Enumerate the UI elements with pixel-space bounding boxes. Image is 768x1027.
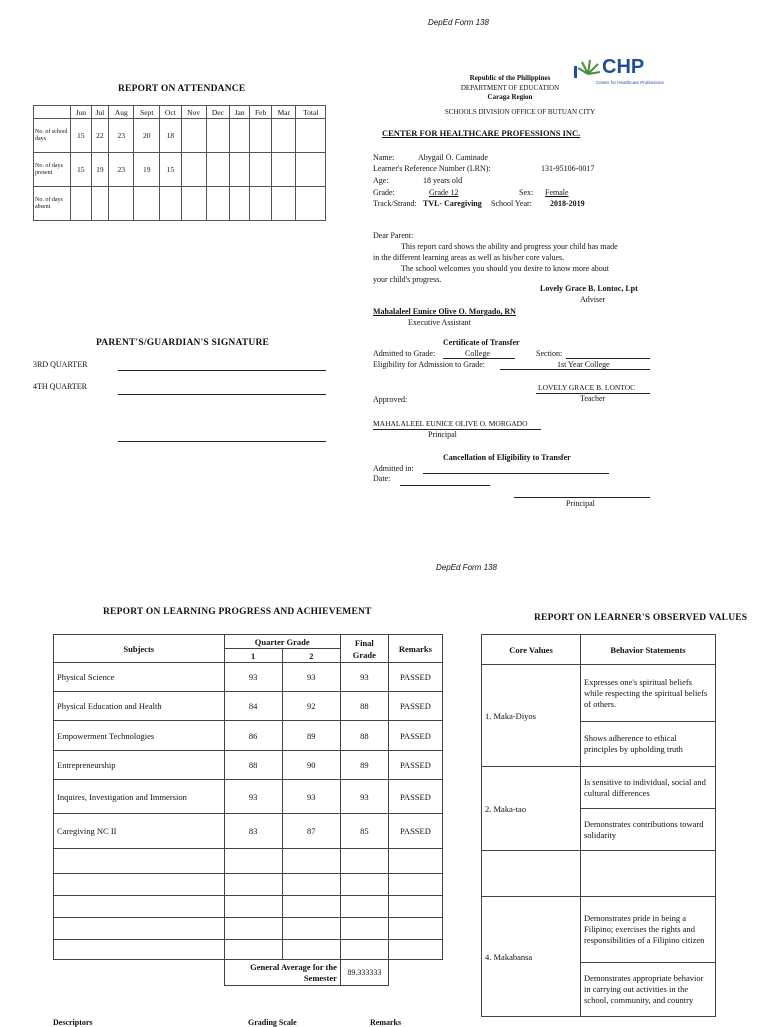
q2-grade: 93 bbox=[282, 780, 340, 814]
cell bbox=[230, 119, 250, 153]
signature-title: PARENT'S/GUARDIAN'S SIGNATURE bbox=[96, 338, 270, 348]
month-header: Mar bbox=[272, 106, 296, 119]
table-row bbox=[482, 767, 716, 809]
subject: Inquires, Investigation and Immersion bbox=[54, 780, 225, 814]
month-header: Total bbox=[296, 106, 326, 119]
q1-grade: 86 bbox=[224, 721, 282, 751]
cell bbox=[181, 119, 206, 153]
q1-grade: 93 bbox=[224, 780, 282, 814]
q2-grade: 89 bbox=[282, 721, 340, 751]
footer-remarks: Remarks bbox=[370, 1018, 402, 1027]
cell bbox=[296, 119, 326, 153]
cell bbox=[296, 187, 326, 221]
cell: 15 bbox=[71, 153, 92, 187]
sy-label: School Year: bbox=[491, 199, 532, 208]
core-value bbox=[482, 851, 581, 897]
date-label: Date: bbox=[373, 474, 391, 483]
footer-descriptors: Descriptors bbox=[53, 1018, 93, 1027]
adviser-name: Lovely Grace B. Lontoc, Lpt bbox=[540, 284, 638, 293]
track-value: TVL- Caregiving bbox=[423, 199, 482, 208]
month-header: Jun bbox=[71, 106, 92, 119]
behavior-header: Behavior Statements bbox=[581, 635, 716, 665]
exec-name: Mahalaleel Eunice Olive O. Morgado, RN bbox=[373, 307, 516, 316]
admitted-in-line bbox=[423, 473, 609, 474]
attendance-title: REPORT ON ATTENDANCE bbox=[118, 84, 246, 94]
grade-value: Grade 12 bbox=[429, 188, 459, 197]
core-value: 1. Maka-Diyos bbox=[482, 665, 581, 767]
division: SCHOOLS DIVISION OFFICE OF BUTUAN CITY bbox=[444, 108, 596, 116]
admitted-value: College bbox=[465, 349, 490, 358]
cell: 19 bbox=[134, 153, 160, 187]
average-label: General Average for the Semester bbox=[224, 960, 340, 986]
q2-header: 2 bbox=[282, 649, 340, 663]
cell: 20 bbox=[134, 119, 160, 153]
cell: 23 bbox=[109, 153, 134, 187]
subjects-header: Subjects bbox=[54, 635, 225, 663]
final-grade: 93 bbox=[340, 663, 388, 692]
cell bbox=[181, 153, 206, 187]
subject: Entrepreneurship bbox=[54, 751, 225, 780]
final-grade: 85 bbox=[340, 814, 388, 849]
cell: 23 bbox=[109, 119, 134, 153]
sex-value: Female bbox=[545, 188, 569, 197]
cancel-principal-line bbox=[514, 497, 650, 498]
name-label: Name: bbox=[373, 153, 395, 162]
q3-signature-line bbox=[118, 370, 326, 371]
adviser-title: Adviser bbox=[580, 295, 606, 304]
row-label: No. of days absent bbox=[34, 187, 71, 221]
cell: 22 bbox=[91, 119, 109, 153]
core-value: 4. Makabansa bbox=[482, 897, 581, 1017]
cell bbox=[206, 153, 230, 187]
final-header: Final Grade bbox=[340, 635, 388, 663]
cell bbox=[206, 187, 230, 221]
cell bbox=[230, 153, 250, 187]
table-row bbox=[54, 692, 443, 721]
remarks: PASSED bbox=[388, 663, 442, 692]
attendance-table bbox=[33, 105, 326, 221]
table-row bbox=[54, 896, 443, 918]
cell bbox=[250, 119, 272, 153]
subject: Physical Education and Health bbox=[54, 692, 225, 721]
final-grade: 88 bbox=[340, 721, 388, 751]
cell bbox=[272, 119, 296, 153]
q3-label: 3RD QUARTER bbox=[33, 360, 88, 369]
table-row bbox=[54, 874, 443, 896]
section-label: Section: bbox=[536, 349, 563, 358]
observed-title: REPORT ON LEARNER'S OBSERVED VALUES bbox=[534, 613, 748, 623]
q2-grade: 90 bbox=[282, 751, 340, 780]
q2-grade: 93 bbox=[282, 663, 340, 692]
subject: Physical Science bbox=[54, 663, 225, 692]
month-header: Oct bbox=[160, 106, 181, 119]
final-grade: 88 bbox=[340, 692, 388, 721]
average-row bbox=[54, 960, 443, 986]
sex-label: Sex: bbox=[519, 188, 534, 197]
observed-table bbox=[481, 634, 716, 1017]
age-value: 18 years old bbox=[423, 176, 463, 185]
table-row bbox=[54, 814, 443, 849]
behavior-statement: Demonstrates appropriate behavior in carrying out activities in the school, community, and country bbox=[581, 963, 716, 1017]
table-row bbox=[482, 665, 716, 722]
transfer-title: Certificate of Transfer bbox=[443, 338, 520, 347]
school-name: CENTER FOR HEALTHCARE PROFESSIONS INC. bbox=[382, 128, 581, 138]
teacher-name: LOVELY GRACE B. LONTOC bbox=[538, 383, 636, 392]
cell bbox=[250, 153, 272, 187]
behavior-statement bbox=[581, 851, 716, 897]
teacher-title: Teacher bbox=[580, 394, 606, 403]
republic: Republic of the Philippines bbox=[469, 74, 551, 82]
cell: 15 bbox=[71, 119, 92, 153]
q1-grade: 84 bbox=[224, 692, 282, 721]
logo-text: CHP bbox=[602, 56, 645, 78]
month-header: Dec bbox=[206, 106, 230, 119]
date-line bbox=[400, 485, 490, 486]
q1-grade: 93 bbox=[224, 663, 282, 692]
cell bbox=[230, 187, 250, 221]
q1-header: 1 bbox=[224, 649, 282, 663]
cell bbox=[206, 119, 230, 153]
q1-grade: 88 bbox=[224, 751, 282, 780]
greeting: Dear Parent: bbox=[373, 231, 414, 240]
cell: 19 bbox=[91, 153, 109, 187]
cell bbox=[109, 187, 134, 221]
approved-label: Approved: bbox=[373, 395, 408, 404]
table-row bbox=[482, 851, 716, 897]
table-row bbox=[54, 721, 443, 751]
table-row bbox=[54, 780, 443, 814]
admitted-in-label: Admitted in: bbox=[373, 464, 414, 473]
region: Caraga Region bbox=[487, 93, 533, 101]
lrn-label: Learner's Reference Number (LRN): bbox=[373, 164, 491, 173]
table-row bbox=[54, 663, 443, 692]
student-info bbox=[373, 152, 653, 212]
remarks: PASSED bbox=[388, 721, 442, 751]
learning-title: REPORT ON LEARNING PROGRESS AND ACHIEVEMENT bbox=[103, 607, 372, 617]
footer-scale: Grading Scale bbox=[248, 1018, 297, 1027]
letter-line: your child's progress. bbox=[373, 275, 442, 284]
grades-table bbox=[53, 634, 443, 986]
core-values-header: Core Values bbox=[482, 635, 581, 665]
remarks: PASSED bbox=[388, 751, 442, 780]
cell bbox=[272, 187, 296, 221]
subject: Caregiving NC II bbox=[54, 814, 225, 849]
remarks: PASSED bbox=[388, 780, 442, 814]
q4-signature-line bbox=[118, 394, 326, 395]
table-row bbox=[54, 940, 443, 960]
cell: 18 bbox=[160, 119, 181, 153]
cell bbox=[272, 153, 296, 187]
chp-logo bbox=[574, 56, 664, 90]
cell bbox=[160, 187, 181, 221]
remarks: PASSED bbox=[388, 814, 442, 849]
behavior-statement: Demonstrates pride in being a Filipino; exercises the rights and responsibilities of a Filipino citizen bbox=[581, 897, 716, 963]
letter-line: This report card shows the ability and progress your child has made bbox=[401, 242, 618, 251]
admitted-line bbox=[443, 358, 515, 359]
cell bbox=[181, 187, 206, 221]
behavior-statement: Demonstrates contributions toward solidarity bbox=[581, 809, 716, 851]
table-row bbox=[54, 751, 443, 780]
department: DEPARTMENT OF EDUCATION bbox=[460, 83, 560, 92]
month-header: Nov bbox=[181, 106, 206, 119]
table-row bbox=[482, 897, 716, 963]
admitted-label: Admitted to Grade: bbox=[373, 349, 436, 358]
eligibility-label: Eligibility for Admission to Grade: bbox=[373, 360, 485, 369]
track-label: Track/Strand: bbox=[373, 199, 417, 208]
behavior-statement: Shows adherence to ethical principles by upholding truth bbox=[581, 722, 716, 767]
quarter-header: Quarter Grade bbox=[224, 635, 340, 649]
student-name: Abygail O. Caminade bbox=[418, 153, 488, 162]
eligibility-line bbox=[500, 369, 650, 370]
exec-title: Executive Assistant bbox=[408, 318, 471, 327]
cell bbox=[91, 187, 109, 221]
q1-grade: 83 bbox=[224, 814, 282, 849]
section-line bbox=[566, 358, 650, 359]
subject: Empowerment Technologies bbox=[54, 721, 225, 751]
sy-value: 2018-2019 bbox=[550, 199, 585, 208]
principal-title: Principal bbox=[428, 430, 457, 439]
month-header: Aug bbox=[109, 106, 134, 119]
month-header: Jan bbox=[230, 106, 250, 119]
remarks: PASSED bbox=[388, 692, 442, 721]
lrn-value: 131-95106-0017 bbox=[541, 164, 595, 173]
eligibility-value: 1st Year College bbox=[557, 360, 610, 369]
remarks-header: Remarks bbox=[388, 635, 442, 663]
month-header: Jul bbox=[91, 106, 109, 119]
grade-label: Grade: bbox=[373, 188, 395, 197]
behavior-statement: Is sensitive to individual, social and cultural differences bbox=[581, 767, 716, 809]
letter-line: The school welcomes you should you desire to know more about bbox=[401, 264, 609, 273]
cell bbox=[71, 187, 92, 221]
final-grade: 89 bbox=[340, 751, 388, 780]
row-label: No. of days present bbox=[34, 153, 71, 187]
cell bbox=[134, 187, 160, 221]
principal-name: MAHALALEEL EUNICE OLIVE O. MORGADO bbox=[373, 419, 528, 428]
average-value: 89.333333 bbox=[340, 960, 388, 986]
form-code-2: DepEd Form 138 bbox=[436, 563, 497, 572]
cell bbox=[250, 187, 272, 221]
form-code: DepEd Form 138 bbox=[428, 18, 489, 27]
month-header: Feb bbox=[250, 106, 272, 119]
row-label: No. of school days bbox=[34, 119, 71, 153]
q4-label: 4TH QUARTER bbox=[33, 382, 87, 391]
principal-line bbox=[373, 429, 541, 430]
logo-subtext: Center for Healthcare Professions bbox=[596, 80, 664, 85]
q2-grade: 92 bbox=[282, 692, 340, 721]
final-grade: 93 bbox=[340, 780, 388, 814]
table-row bbox=[54, 918, 443, 940]
cell: 15 bbox=[160, 153, 181, 187]
month-header: Sept bbox=[134, 106, 160, 119]
signature-line bbox=[118, 441, 326, 442]
observed-title-wrap bbox=[534, 607, 768, 625]
letter-line: in the different learning areas as well as his/her core values. bbox=[373, 253, 565, 262]
parent-letter bbox=[373, 230, 663, 285]
cancel-principal-title: Principal bbox=[566, 499, 595, 508]
behavior-statement: Expresses one's spiritual beliefs while respecting the spiritual beliefs of others. bbox=[581, 665, 716, 722]
core-value: 2. Maka-tao bbox=[482, 767, 581, 851]
age-label: Age: bbox=[373, 176, 389, 185]
cell bbox=[296, 153, 326, 187]
table-row bbox=[54, 849, 443, 874]
q2-grade: 87 bbox=[282, 814, 340, 849]
cancellation-title: Cancellation of Eligibility to Transfer bbox=[443, 453, 571, 462]
